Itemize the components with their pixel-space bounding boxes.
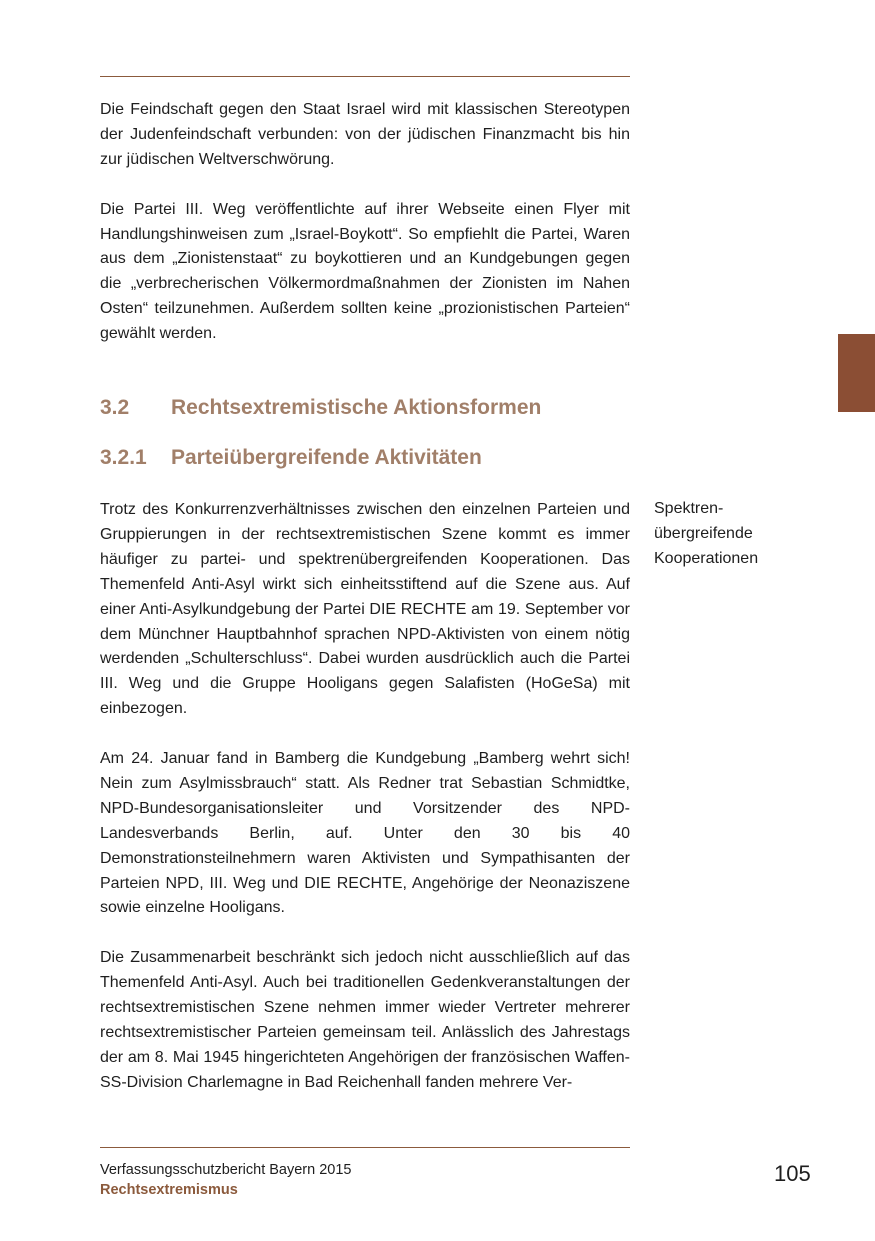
paragraph-1: Die Feindschaft gegen den Staat Israel wird mit klassischen Stereotypen der Judenfeindschaft verbunden: von der jüdischen Finanzmacht bis hin zur jüdischen Weltverschwörung. [100, 101, 630, 168]
paragraph-4: Am 24. Januar fand in Bamberg die Kundgebung „Bamberg wehrt sich! Nein zum Asylmissbrauch“ statt. Als Redner trat Sebastian Schmidtke, NPD-Bundesorganisationsleiter und Vorsitzender des NPD-Landesverbands Berlin, auf. Unter den 30 bis 40 Demonstrationsteilnehmern waren Aktivisten und Sympathisanten der Parteien NPD, III. Weg und DIE RECHTE, Angehörige der Neonaziszene sowie einzelne Hooligans. [100, 750, 630, 917]
margin-note-line: Kooperationen [654, 549, 759, 567]
chapter-tab [838, 334, 875, 412]
paragraph-5: Die Zusammenarbeit beschränkt sich jedoch nicht ausschließlich auf das Themenfeld Anti-Asyl. Auch bei traditionellen Gedenkveranstaltungen der rechtsextremistischen Szene nehmen immer wieder Vertreter mehrerer rechtsextremistischer Parteien gemeinsam teil. Anlässlich des Jahrestags der am 8. Mai 1945 hingerichteten Angehörigen der französischen Waffen-SS-Division Charlemagne in Bad Reichenhall fanden mehrere Ver- [100, 949, 630, 1091]
footer-title: Verfassungsschutzbericht Bayern 2015 [100, 1162, 352, 1178]
subsection-title: Parteiübergreifende Aktivitäten [171, 446, 482, 469]
paragraph-2: Die Partei III. Weg veröffentlichte auf ihrer Webseite einen Flyer mit Handlungshinweisen zum „Israel-Boykott“. So empfiehlt die Partei, Waren aus dem „Zionistenstaat“ zu boykottieren und an Kundgebungen gegen die „verbrecherischen Völkermordmaßnahmen der Zionisten im Nahen Osten“ teilzunehmen. Außerdem sollten keine „prozionistischen Parteien“ gewählt werden. [100, 200, 630, 343]
page-number: 105 [774, 1161, 811, 1186]
margin-note-line: Spektren- [654, 500, 724, 517]
margin-note [654, 497, 804, 572]
top-rule [100, 76, 630, 77]
margin-note-line: übergreifende [654, 524, 753, 542]
subsection-heading [100, 446, 482, 470]
body-text-main [100, 498, 630, 1096]
subsection-number: 3.2.1 [100, 446, 147, 469]
bottom-rule [100, 1147, 630, 1148]
section-title: Rechtsextremistische Aktionsformen [171, 396, 542, 419]
body-text-top [100, 98, 630, 347]
footer-chapter: Rechtsextremismus [100, 1182, 238, 1198]
paragraph-3: Trotz des Konkurrenzverhältnisses zwischen den einzelnen Parteien und Gruppierungen in der rechtsextremistischen Szene kommt es immer häufiger zu partei- und spektrenübergreifenden Kooperationen. Das Themenfeld Anti-Asyl wirkt sich einheitsstiftend auf die Szene aus. Auf einer Anti-Asylkundgebung der Partei DIE RECHTE am 19. September vor dem Münchner Hauptbahnhof sprachen NPD-Aktivisten von einem nötig werdenden „Schulterschluss“. Dabei wurden ausdrücklich auch die Partei III. Weg und die Gruppe Hooligans gegen Salafisten (HoGeSa) mit einbezogen. [100, 501, 630, 718]
section-heading [100, 396, 541, 420]
section-number: 3.2 [100, 396, 130, 419]
